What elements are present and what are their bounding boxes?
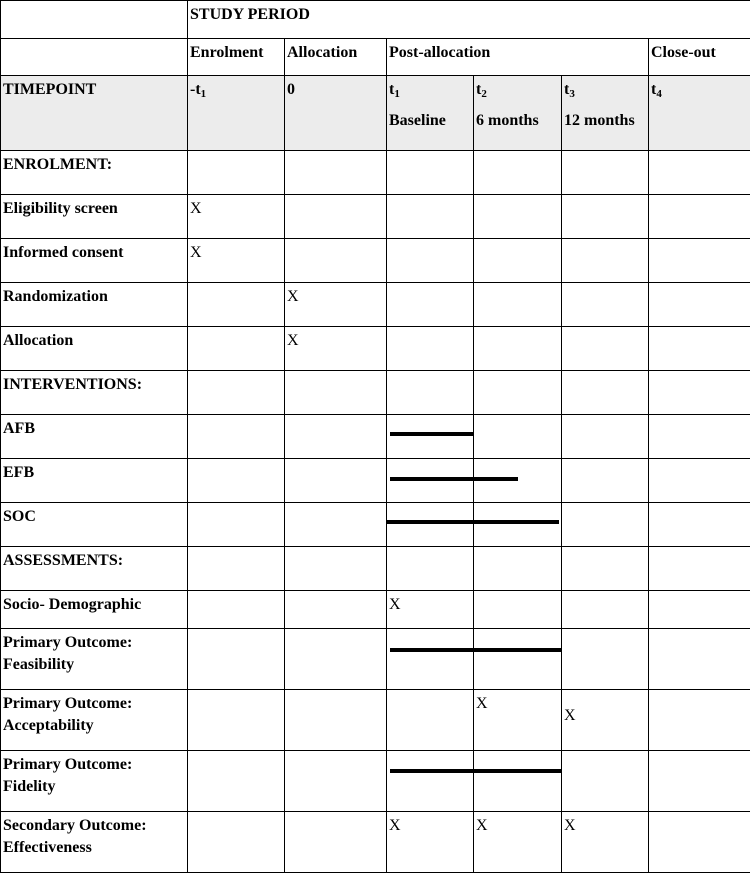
cell bbox=[562, 151, 649, 195]
cell bbox=[387, 629, 474, 690]
table-row bbox=[1, 151, 750, 195]
cell: X bbox=[562, 690, 649, 751]
table-row bbox=[1, 751, 750, 812]
cell bbox=[387, 195, 474, 239]
cell bbox=[285, 812, 387, 873]
study-period-heading: STUDY PERIOD bbox=[188, 1, 750, 39]
timepoint-cell: $-t_1$ bbox=[188, 76, 285, 151]
cell bbox=[188, 812, 285, 873]
table-row bbox=[1, 690, 750, 751]
cell: X bbox=[188, 195, 285, 239]
cell bbox=[285, 751, 387, 812]
timepoint-note: 12 months bbox=[564, 110, 646, 132]
row-label: Randomization bbox=[1, 283, 188, 327]
cell bbox=[649, 751, 750, 812]
table-row bbox=[1, 629, 750, 690]
cell bbox=[474, 371, 562, 415]
cell bbox=[188, 591, 285, 629]
table-row bbox=[1, 812, 750, 873]
cell bbox=[474, 751, 562, 812]
row-label: Socio- Demographic bbox=[1, 591, 188, 629]
corner-cell bbox=[1, 1, 188, 39]
cell bbox=[188, 151, 285, 195]
cell bbox=[188, 459, 285, 503]
cell bbox=[285, 371, 387, 415]
phase-row bbox=[1, 39, 750, 76]
cell: X bbox=[474, 690, 562, 751]
timepoint-cell: $t_1$ Baseline bbox=[387, 76, 474, 151]
cell: X bbox=[562, 812, 649, 873]
cell bbox=[285, 503, 387, 547]
row-label: ASSESSMENTS: bbox=[1, 547, 188, 591]
cell bbox=[474, 195, 562, 239]
cell bbox=[188, 371, 285, 415]
row-label: Secondary Outcome: Effectiveness bbox=[1, 812, 188, 873]
cell bbox=[562, 195, 649, 239]
cell bbox=[562, 415, 649, 459]
cell bbox=[188, 629, 285, 690]
timepoint-label: TIMEPOINT bbox=[1, 76, 188, 151]
cell bbox=[474, 151, 562, 195]
timepoint-cell: 0 bbox=[285, 76, 387, 151]
row-label: Informed consent bbox=[1, 239, 188, 283]
cell bbox=[649, 812, 750, 873]
cell bbox=[562, 751, 649, 812]
phase-corner-cell bbox=[1, 39, 188, 76]
cell bbox=[649, 547, 750, 591]
cell bbox=[387, 415, 474, 459]
table-row bbox=[1, 547, 750, 591]
row-label: Primary Outcome: Fidelity bbox=[1, 751, 188, 812]
row-label: EFB bbox=[1, 459, 188, 503]
cell bbox=[474, 629, 562, 690]
cell bbox=[649, 629, 750, 690]
timepoint-row bbox=[1, 76, 750, 151]
cell: X bbox=[285, 327, 387, 371]
row-label: Primary Outcome: Acceptability bbox=[1, 690, 188, 751]
row-label: AFB bbox=[1, 415, 188, 459]
cell: X bbox=[387, 812, 474, 873]
cell bbox=[562, 371, 649, 415]
table-row bbox=[1, 195, 750, 239]
cell bbox=[285, 195, 387, 239]
cell bbox=[649, 327, 750, 371]
cell bbox=[285, 239, 387, 283]
cell bbox=[285, 151, 387, 195]
table-row bbox=[1, 503, 750, 547]
table-row bbox=[1, 591, 750, 629]
cell bbox=[562, 547, 649, 591]
row-label: Eligibility screen bbox=[1, 195, 188, 239]
row-label: SOC bbox=[1, 503, 188, 547]
cell bbox=[387, 503, 474, 547]
cell bbox=[285, 459, 387, 503]
cell bbox=[474, 415, 562, 459]
cell bbox=[474, 327, 562, 371]
cell bbox=[562, 283, 649, 327]
cell: X bbox=[188, 239, 285, 283]
row-label: ENROLMENT: bbox=[1, 151, 188, 195]
cell bbox=[387, 151, 474, 195]
timepoint-note: Baseline bbox=[389, 110, 471, 132]
cell bbox=[285, 547, 387, 591]
cell bbox=[387, 690, 474, 751]
table-row bbox=[1, 371, 750, 415]
duration-bar-efb bbox=[390, 477, 518, 481]
cell bbox=[188, 751, 285, 812]
cell bbox=[649, 591, 750, 629]
cell: X bbox=[474, 812, 562, 873]
cell bbox=[649, 690, 750, 751]
timepoint-cell: $t_4$ bbox=[649, 76, 750, 151]
row-label: Primary Outcome: Feasibility bbox=[1, 629, 188, 690]
cell bbox=[649, 371, 750, 415]
cell bbox=[562, 629, 649, 690]
cell bbox=[387, 459, 474, 503]
row-label: Allocation bbox=[1, 327, 188, 371]
duration-bar-fidelity bbox=[390, 769, 562, 773]
cell bbox=[474, 503, 562, 547]
cell bbox=[474, 547, 562, 591]
cell bbox=[188, 327, 285, 371]
cell bbox=[562, 591, 649, 629]
timepoint-cell: $t_3$ 12 months bbox=[562, 76, 649, 151]
cell bbox=[562, 503, 649, 547]
phase-enrolment: Enrolment bbox=[188, 39, 285, 76]
table-row bbox=[1, 327, 750, 371]
cell bbox=[474, 239, 562, 283]
cell bbox=[387, 547, 474, 591]
cell bbox=[188, 690, 285, 751]
cell bbox=[387, 751, 474, 812]
cell bbox=[285, 415, 387, 459]
cell bbox=[285, 629, 387, 690]
cell bbox=[649, 151, 750, 195]
timepoint-note: 6 months bbox=[476, 110, 559, 132]
table-row bbox=[1, 283, 750, 327]
cell bbox=[474, 591, 562, 629]
cell bbox=[285, 591, 387, 629]
cell bbox=[188, 283, 285, 327]
cell bbox=[562, 327, 649, 371]
cell bbox=[188, 415, 285, 459]
phase-allocation: Allocation bbox=[285, 39, 387, 76]
study-period-row bbox=[1, 1, 750, 39]
cell bbox=[188, 547, 285, 591]
cell bbox=[474, 283, 562, 327]
cell bbox=[562, 459, 649, 503]
duration-bar-soc bbox=[387, 520, 559, 524]
table-row bbox=[1, 459, 750, 503]
timepoint-cell: $t_2$ 6 months bbox=[474, 76, 562, 151]
phase-close-out: Close-out bbox=[649, 39, 750, 76]
cell bbox=[387, 327, 474, 371]
cell bbox=[649, 239, 750, 283]
cell bbox=[387, 239, 474, 283]
cell bbox=[285, 690, 387, 751]
table-row bbox=[1, 415, 750, 459]
cell: X bbox=[387, 591, 474, 629]
cell bbox=[188, 503, 285, 547]
row-label: INTERVENTIONS: bbox=[1, 371, 188, 415]
cell bbox=[649, 459, 750, 503]
cell bbox=[387, 283, 474, 327]
cell bbox=[649, 503, 750, 547]
cell bbox=[562, 239, 649, 283]
cell bbox=[649, 195, 750, 239]
cell bbox=[649, 283, 750, 327]
duration-bar-afb bbox=[390, 432, 473, 436]
cell: X bbox=[285, 283, 387, 327]
phase-post-allocation: Post-allocation bbox=[387, 39, 649, 76]
table-row bbox=[1, 239, 750, 283]
cell bbox=[649, 415, 750, 459]
duration-bar-feasibility bbox=[390, 648, 562, 652]
cell bbox=[387, 371, 474, 415]
